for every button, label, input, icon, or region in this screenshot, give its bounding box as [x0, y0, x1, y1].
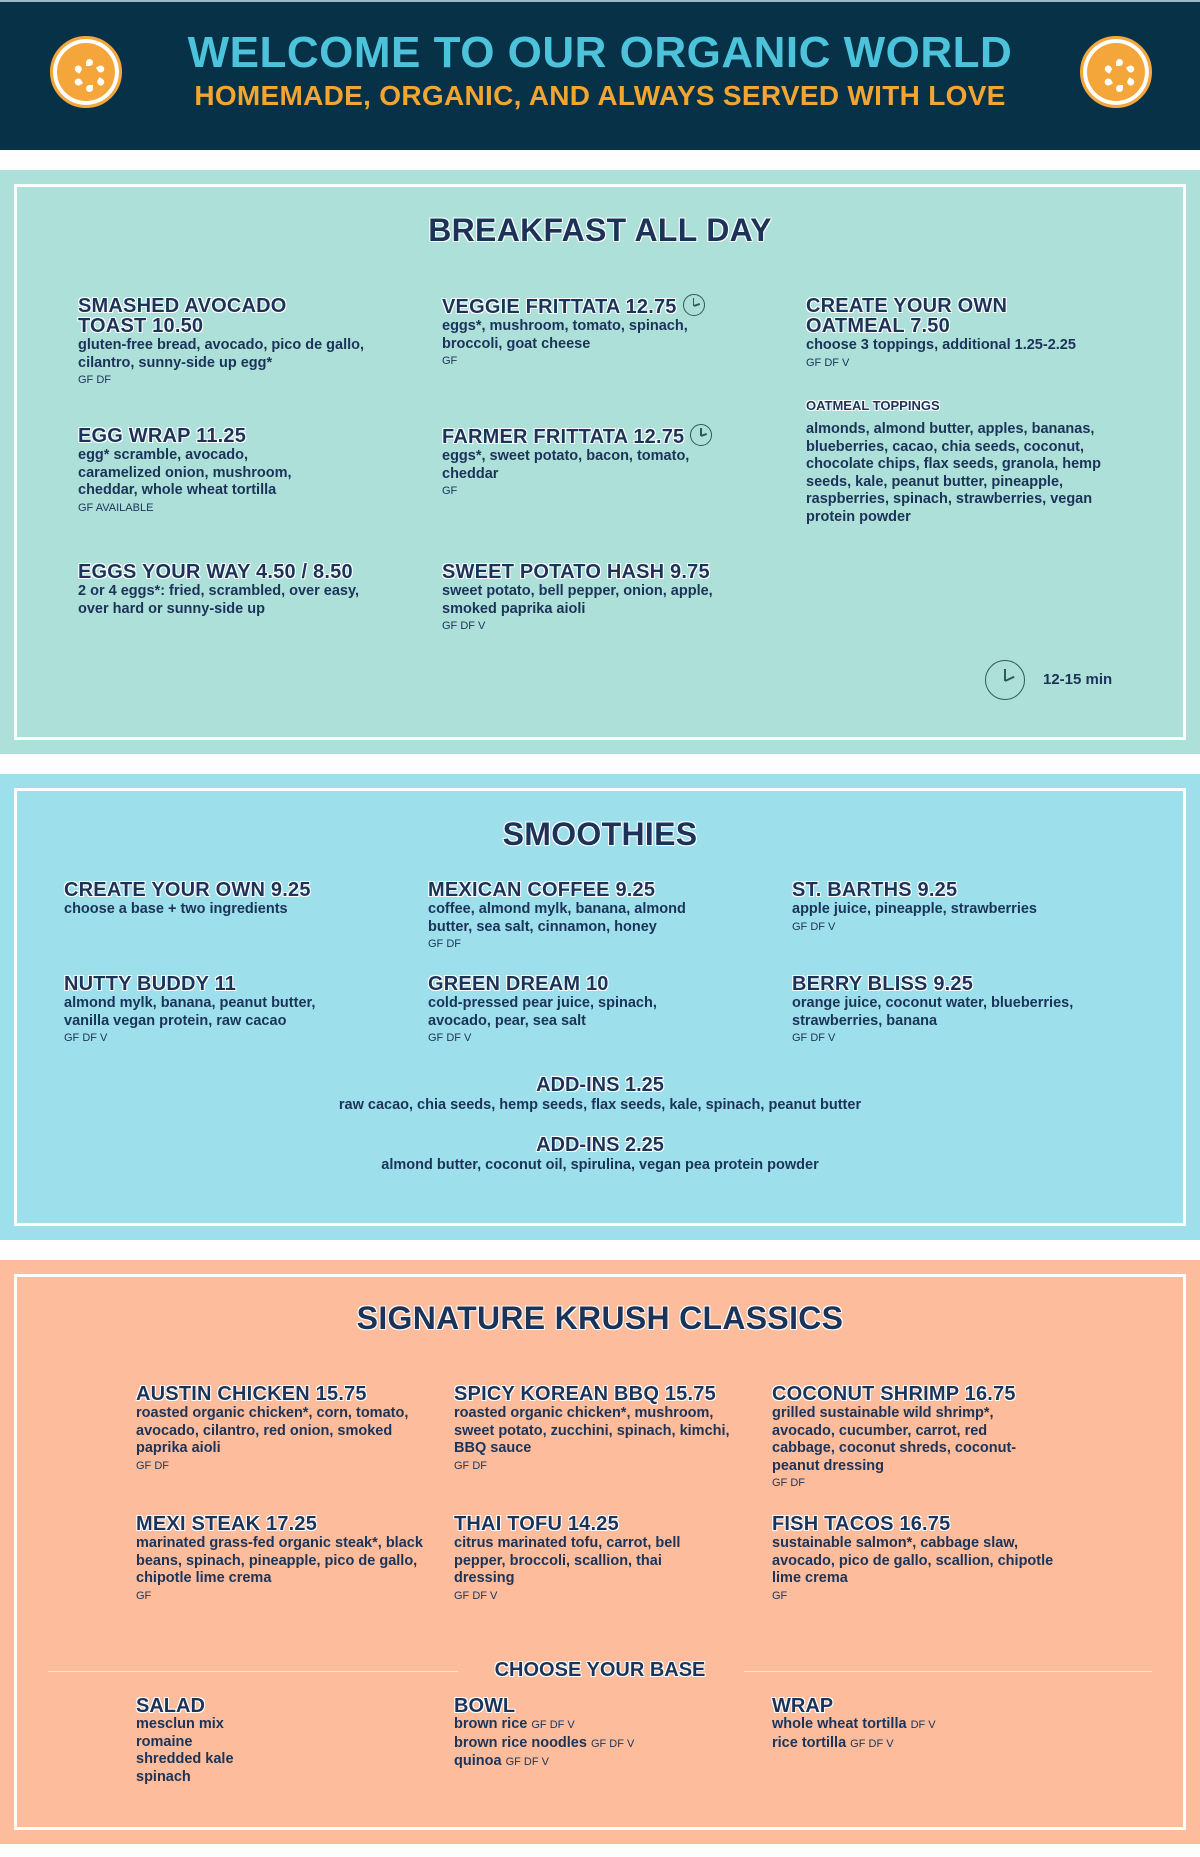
dietary-tags: GF	[442, 485, 458, 497]
menu-item-nutty-buddy: NUTTY BUDDY 11 almond mylk, banana, peanut butter, vanilla vegan protein, raw cacao GF DF V	[64, 974, 394, 1047]
base-salad: SALAD mesclun mix romaine shredded kale spinach	[136, 1696, 436, 1786]
dietary-tags: GF DF V	[64, 1032, 108, 1044]
dietary-tags: GF DF	[428, 938, 461, 950]
menu-item-create-your-own-oatmeal: CREATE YOUR OWN OATMEAL 7.50 choose 3 toppings, additional 1.25-2.25 GF DF V	[806, 296, 1136, 372]
dietary-tags: GF DF V	[454, 1589, 498, 1602]
menu-item-fish-tacos: FISH TACOS 16.75 sustainable salmon*, cabbage slaw, avocado, pico de gallo, scallion, chipotle lime crema GF	[772, 1514, 1072, 1605]
dietary-tags: GF DF V	[792, 1032, 836, 1044]
base-option: brown rice GF DF V	[454, 1716, 575, 1732]
menu-header	[0, 0, 1200, 150]
welcome-title: WELCOME TO OUR ORGANIC WORLD	[187, 28, 1013, 77]
menu-item-create-your-own-smoothie: CREATE YOUR OWN 9.25 choose a base + two ingredients	[64, 879, 311, 917]
dietary-tags: GF DF	[78, 374, 111, 386]
menu-item-mexican-coffee: MEXICAN COFFEE 9.25 coffee, almond mylk, banana, almond butter, sea salt, cinnamon, honey GF DF	[428, 880, 758, 953]
base-option: shredded kale	[136, 1751, 234, 1767]
base-option: rice tortilla GF DF V	[772, 1734, 894, 1751]
section-title-breakfast: BREAKFAST ALL DAY	[428, 212, 772, 248]
base-option: romaine	[136, 1733, 193, 1750]
menu-item-st-barths: ST. BARTHS 9.25 apple juice, pineapple, strawberries GF DF V	[792, 880, 1122, 936]
base-option: mesclun mix	[136, 1716, 224, 1732]
clock-icon	[985, 660, 1025, 700]
divider-right	[744, 1671, 1152, 1672]
menu-item-sweet-potato-hash: SWEET POTATO HASH 9.75 sweet potato, bell pepper, onion, apple, smoked paprika aioli GF DF V	[442, 562, 772, 635]
dietary-tags: GF	[442, 355, 458, 367]
dietary-tags: GF DF V	[442, 620, 486, 632]
dietary-tags: GF DF	[136, 1459, 169, 1472]
breakfast-section	[0, 170, 1200, 754]
menu-item-eggs-your-way: EGGS YOUR WAY 4.50 / 8.50 2 or 4 eggs*: fried, scrambled, over easy, over hard or sunny-side up	[78, 561, 359, 617]
dietary-tags: GF DF V	[806, 356, 850, 369]
menu-item-mexi-steak: MEXI STEAK 17.25 marinated grass-fed organic steak*, black beans, spinach, pineapple, pico de gallo, chipotle lime crema GF	[136, 1514, 436, 1605]
base-option: quinoa GF DF V	[454, 1753, 549, 1769]
menu-item-egg-wrap: EGG WRAP 11.25 egg* scramble, avocado, caramelized onion, mushroom, cheddar, whole wheat tortilla GF AVAILABLE	[78, 426, 408, 517]
addins-125: ADD-INS 1.25 raw cacao, chia seeds, hemp seeds, flax seeds, kale, spinach, peanut butter	[338, 1074, 862, 1113]
section-title-smoothies: SMOOTHIES	[502, 816, 698, 852]
menu-item-thai-tofu: THAI TOFU 14.25 citrus marinated tofu, carrot, bell pepper, broccoli, scallion, thai dressing GF DF V	[454, 1514, 754, 1605]
dietary-tags: GF DF V	[792, 920, 836, 933]
dietary-tags: GF DF	[772, 1477, 805, 1489]
dietary-tags: GF	[136, 1589, 152, 1602]
oatmeal-toppings-list: almonds, almond butter, apples, bananas, blueberries, cacao, chia seeds, coconut, chocolate chips, flax seeds, granola, hemp seeds, kale, peanut butter, pineapple, raspberries, spinach, strawberries, vegan protein powder	[806, 421, 1101, 525]
orange-slice-icon	[1080, 36, 1152, 108]
menu-item-spicy-korean-bbq: SPICY KOREAN BBQ 15.75 roasted organic chicken*, mushroom, sweet potato, zucchini, spinach, kimchi, BBQ sauce GF DF	[454, 1384, 754, 1475]
menu-item-veggie-frittata: VEGGIE FRITTATA 12.75 eggs*, mushroom, tomato, spinach, broccoli, goat cheese GF	[442, 294, 772, 370]
base-wrap: WRAP whole wheat tortilla DF V rice tortilla GF DF V	[772, 1696, 1072, 1753]
menu-item-farmer-frittata: FARMER FRITTATA 12.75 eggs*, sweet potato, bacon, tomato, cheddar GF	[442, 424, 772, 500]
menu-item-green-dream: GREEN DREAM 10 cold-pressed pear juice, spinach, avocado, pear, sea salt GF DF V	[428, 974, 758, 1047]
menu-item-coconut-shrimp: COCONUT SHRIMP 16.75 grilled sustainable wild shrimp*, avocado, cucumber, carrot, red cabbage, coconut shreds, coconut-peanut dressing GF DF	[772, 1384, 1072, 1492]
menu-item-austin-chicken: AUSTIN CHICKEN 15.75 roasted organic chicken*, corn, tomato, avocado, cilantro, red onion, smoked paprika aioli GF DF	[136, 1384, 436, 1475]
base-bowl: BOWL brown rice GF DF V brown rice noodles GF DF V quinoa GF DF V	[454, 1696, 754, 1772]
welcome-subtitle: HOMEMADE, ORGANIC, AND ALWAYS SERVED WITH LOVE	[194, 80, 1006, 111]
menu-item-berry-bliss: BERRY BLISS 9.25 orange juice, coconut water, blueberries, strawberries, banana GF DF V	[792, 974, 1122, 1047]
smoothies-section	[0, 774, 1200, 1240]
dietary-tags: GF	[772, 1589, 788, 1602]
oatmeal-toppings-title: OATMEAL TOPPINGS	[806, 398, 940, 413]
oatmeal-toppings	[806, 398, 1136, 526]
addins-225: ADD-INS 2.25 almond butter, coconut oil, spirulina, vegan pea protein powder	[381, 1134, 819, 1173]
dietary-tags: GF DF	[454, 1459, 487, 1472]
section-title-classics: SIGNATURE KRUSH CLASSICS	[356, 1300, 844, 1336]
base-option: whole wheat tortilla DF V	[772, 1716, 936, 1732]
dietary-tags: GF DF V	[428, 1032, 472, 1044]
clock-icon	[690, 424, 712, 446]
clock-icon	[683, 294, 705, 316]
prep-time-note: 12-15 min	[985, 660, 1125, 700]
choose-your-base-title: CHOOSE YOUR BASE	[494, 1659, 706, 1681]
dietary-tags: GF AVAILABLE	[78, 501, 154, 514]
base-option: brown rice noodles GF DF V	[454, 1734, 635, 1751]
base-option: spinach	[136, 1768, 191, 1785]
menu-item-smashed-avocado-toast: SMASHED AVOCADO TOAST 10.50 gluten-free bread, avocado, pico de gallo, cilantro, sunny-side up egg* GF DF	[78, 296, 408, 389]
